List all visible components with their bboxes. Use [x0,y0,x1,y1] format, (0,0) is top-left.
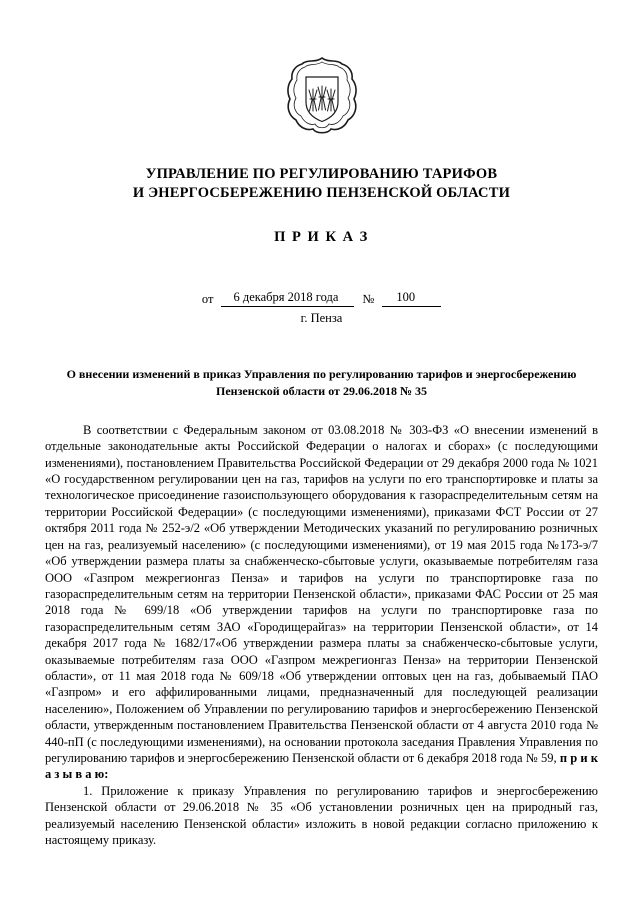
date-prefix-label: от [201,292,214,307]
organization-name [45,165,598,203]
document-type-title: П Р И К А З [274,229,369,246]
number-value-field: 100 [382,290,441,307]
subject-heading: О внесении изменений в приказ Управления по регулированию тарифов и энергосбережению Пензенской области от 29.06.2018 № 35 [66,367,577,399]
organization-name-line-2: И ЭНЕРГОСБЕРЕЖЕНИЮ ПЕНЗЕНСКОЙ ОБЛАСТИ [132,185,511,202]
body-paragraph-2: 1. Приложение к приказу Управления по регулированию тарифов и энергосбережению Пензенской области от 29.06.2018 № 35 «Об установлении розничных цен на природный газ, реализуемый населению Пензенской области» изложить в новой редакции согласно приложению к настоящему приказу. [45,783,598,847]
paragraph-1-text: В соответствии с Федеральным законом от 03.08.2018 № 303-ФЗ «О внесении изменений в отдельные законодательные акты Российской Федерации о налогах и сборах» (с последующими изменениями), постановлением Правительства Российской Федерации от 29 декабря 2000 года № 1021 «О государственном регулировании цен на газ, тарифов на услуги по его транспортировке и платы за технологическое присоединение газоиспользующего оборудования к газораспределительным сетям на территории Российской Федерации» (с последующими изменениями), приказами ФСТ России от 27 октября 2011 года № 252-э/2 «Об утверждении Методических указаний по регулированию розничных цен на газ, реализуемый населению» (с последующими изменениями), от 19 мая 2015 года №173-э/7 «Об утверждении размера платы за снабженческо-сбытовые услуги, оказываемые потребителям газа ООО «Газпром межрегионгаз Пенза» и тарифов на услуги по транспортировке газа по газораспределительным сетям на территории Пензенской области», приказами ФАС России от 25 мая 2018 года № 699/18 «Об утверждении тарифов на услуги по транспортировке газа по газораспределительным сетям ЗАО «Городищерайгаз» на территории Пензенской области», от 14 декабря 2017 года № 1682/17«Об утверждении размера платы за снабженческо-сбытовые услуги, оказываемые потребителям газа ООО «Газпром межрегионгаз Пенза» на территории Пензенской области», от 11 мая 2018 года № 609/18 «Об утверждении оптовых цен на газ, добываемый ПАО «Газпром» и его аффилированными лицами, предназначенный для последующей реализации населению», Положением об Управлении по регулированию тарифов и энергосбережению Пензенской области, утвержденным постановлением Правительства Пензенской области от 4 августа 2010 года № 440-пП (с последующими изменениями), на основании протокола заседания Правления Управления по регулированию тарифов и энергосбережению Пензенской области от 6 декабря 2018 года № 59, [45,422,598,765]
number-sign-label: № [362,292,375,307]
coat-of-arms-icon [285,56,359,141]
date-value-field: 6 декабря 2018 года [221,290,354,307]
prikazyvayu-bold-text: п р и к а з ы в а ю: [45,750,598,782]
document-body [45,422,598,849]
date-number-line [45,290,598,307]
emblem-container [45,56,598,141]
body-paragraph-1 [45,422,598,783]
organization-name-line-1: УПРАВЛЕНИЕ ПО РЕГУЛИРОВАНИЮ ТАРИФОВ [145,166,498,182]
city-line: г. Пенза [300,311,343,326]
